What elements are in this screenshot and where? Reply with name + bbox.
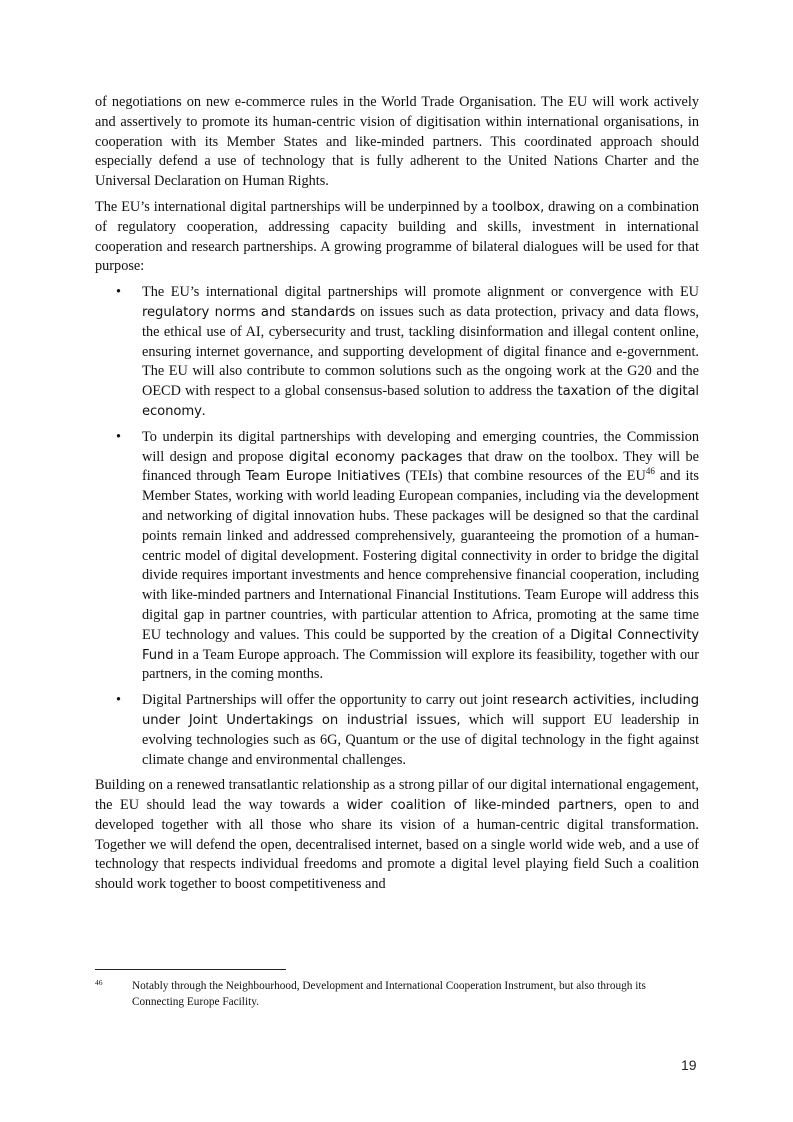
coalition-term: wider coalition of like-minded partners xyxy=(346,798,614,814)
footnote-text: Notably through the Neighbourhood, Development and International Cooperation Instrument, but also through its Connecting Europe Facility. xyxy=(132,980,646,1008)
page-body xyxy=(95,93,699,901)
bullet-item-economy-packages xyxy=(95,428,699,685)
bullet-text-part: in a Team Europe approach. The Commission will explore its feasibility, together with our partners, in the coming months. xyxy=(142,646,699,683)
bullet-text xyxy=(142,283,699,422)
bullet-item-research xyxy=(95,691,699,770)
partnership-bullet-list xyxy=(95,283,699,770)
footnote xyxy=(95,978,699,1010)
bullet-text-part: Digital Partnerships will offer the opportunity to carry out joint xyxy=(142,692,512,709)
toolbox-paragraph xyxy=(95,198,699,277)
research-activities-term: research activities, including under Joint Undertakings on industrial issues, xyxy=(142,693,699,728)
bullet-text-part: and its Member States, working with world leading European companies, including via the development and networking of digital innovation hubs. These packages will be designed so that the cardinal points remain linked and addressed comprehensively, guaranteeing the promotion of a human-centric model of digital development. Fostering digital connectivity in order to bridge the digital divide requires important investments and hence comprehensive financial cooperation, including with like-minded partners and International Financial Institutions. Team Europe will address this digital gap in partner countries, with particular attention to Africa, promoting at the same time EU technology and values. This could be supported by the creation of a xyxy=(142,468,699,643)
bullet-text-part: on issues such as data protection, privacy and data flows, the ethical use of AI, cybersecurity and trust, tackling disinformation and illegal content online, ensuring internet governance, and supporting development of digital finance and e-government. The EU will also contribute to common solutions such as the ongoing work at the G20 and the OECD with respect to a global consensus-based solution to address the xyxy=(142,303,699,400)
bullet-text-part: To underpin its digital partnerships with developing and emerging countries, the Commission will design and propose xyxy=(142,428,699,465)
toolbox-paragraph-text-end: drawing on a combination of regulatory cooperation, addressing capacity building and skills, investment in international cooperation and research partnerships. A growing programme of bilateral dialogues will be used for that purpose: xyxy=(95,198,699,275)
bullet-text xyxy=(142,428,699,685)
closing-paragraph-text-start: Building on a renewed transatlantic relationship as a strong pillar of our digital international engagement, the EU should lead the way towards a xyxy=(95,777,699,814)
bullet-text-part: which will support EU leadership in evolving technologies such as 6G, Quantum or the use of digital technology in the fight against climate change and environmental challenges. xyxy=(142,711,699,768)
digital-taxation-term: taxation of the digital economy xyxy=(142,384,699,419)
footnote-reference[interactable]: 46 xyxy=(645,466,655,477)
bullet-text-part: (TEIs) that combine resources of the EU xyxy=(400,468,646,485)
team-europe-initiatives-term: Team Europe Initiatives xyxy=(245,469,401,485)
regulatory-norms-term: regulatory norms and standards xyxy=(142,304,356,320)
page-number: 19 xyxy=(681,1057,697,1073)
footnote-separator xyxy=(95,969,286,970)
digital-connectivity-fund-term: Digital Connectivity Fund xyxy=(142,627,699,663)
footnote-number: 46 xyxy=(95,978,103,987)
intro-paragraph: of negotiations on new e-commerce rules in the World Trade Organisation. The EU will work actively and assertively to promote its human-centric vision of digitisation within international organisations, in cooperation with its Member States and like-minded partners. This coordinated approach should especially defend a use of technology that is fully adherent to the United Nations Charter and the Universal Declaration on Human Rights. xyxy=(95,94,699,190)
bullet-item-regulatory xyxy=(95,283,699,422)
closing-paragraph-text-end: , open to and developed together with all those who share its vision of a human-centric digital transformation. Together we will defend the open, decentralised internet, based on a single world wide web, and a use of technology that respects individual freedoms and promote a digital level playing field Such a coalition should work together to boost competitiveness and xyxy=(95,797,699,893)
bullet-text-part: that draw on the toolbox. They will be financed through xyxy=(142,448,699,485)
bullet-text-part: The EU’s international digital partnerships will promote alignment or convergence with EU xyxy=(142,284,699,301)
toolbox-term: toolbox, xyxy=(491,199,545,215)
bullet-marker: • xyxy=(116,692,122,709)
bullet-marker: • xyxy=(116,428,122,445)
toolbox-paragraph-text-start: The EU’s international digital partnerships will be underpinned by a xyxy=(95,198,492,215)
bullet-text xyxy=(142,691,699,770)
closing-paragraph xyxy=(95,776,699,895)
bullet-text-part: . xyxy=(201,402,206,419)
bullet-marker: • xyxy=(116,284,122,301)
digital-economy-packages-term: digital economy packages xyxy=(288,449,463,465)
